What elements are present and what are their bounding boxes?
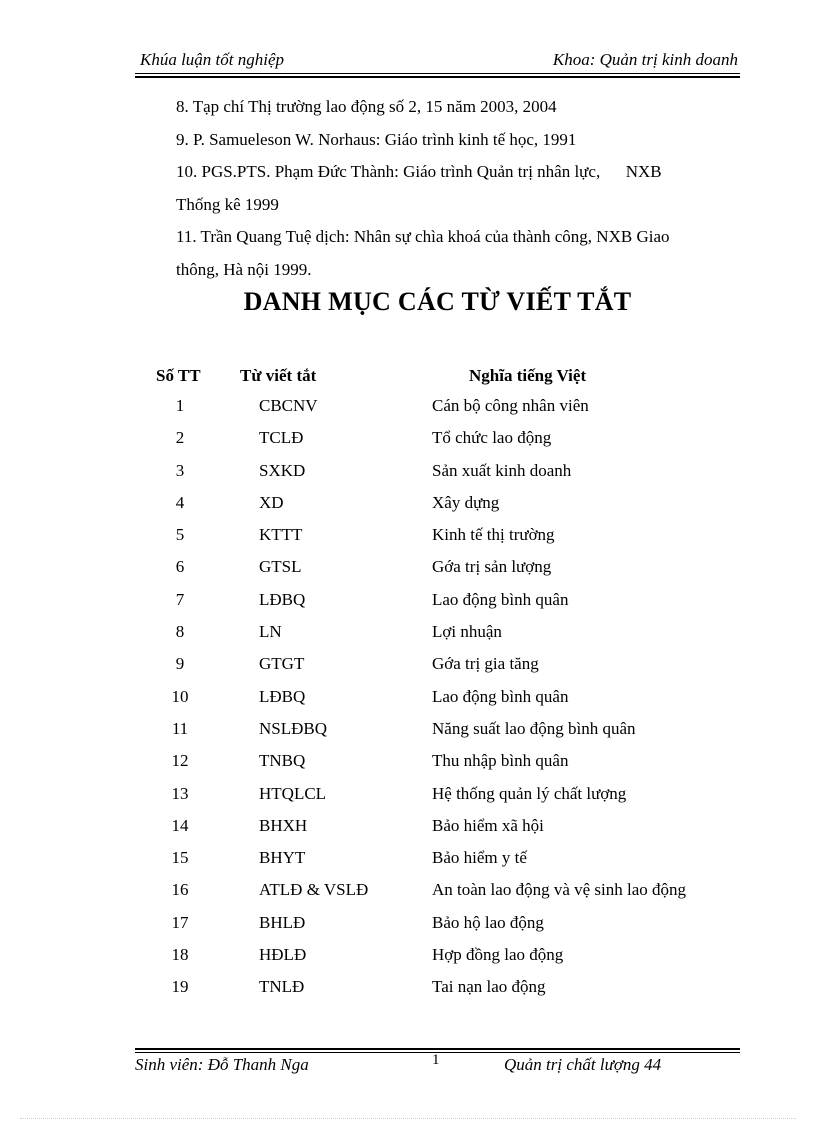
row-meaning: Lao động bình quân [432,686,569,706]
row-abbreviation: LĐBQ [259,686,306,706]
table-row [0,590,816,622]
reference-item [176,221,738,254]
row-meaning: Thu nhập bình quân [432,751,569,771]
table-row [0,848,816,880]
row-abbreviation: XD [259,492,284,512]
row-number: 14 [171,815,189,835]
row-meaning: Xây dựng [432,492,500,512]
footer-divider-thick [135,1048,740,1050]
row-meaning: Năng suất lao động bình quân [432,718,636,738]
row-number: 19 [171,977,189,997]
header-thesis-label: Khúa luận tốt nghiệp [140,50,285,69]
row-abbreviation: TCLĐ [259,428,304,448]
row-abbreviation: GTGT [259,654,305,674]
page-edge-divider [20,1118,796,1119]
reference-text: thông, Hà nội 1999. [176,259,312,279]
row-number: 5 [175,525,185,545]
row-meaning: Bảo hiểm xã hội [432,815,544,835]
row-meaning: Hệ thống quản lý chất lượng [432,783,627,803]
row-abbreviation: NSLĐBQ [259,718,328,738]
column-header-number: Số TT [156,366,201,385]
row-meaning: Bảo hộ lao động [432,912,544,932]
row-number: 4 [175,492,185,512]
table-row [0,396,816,428]
reference-text: 9. P. Samueleson W. Norhaus: Giáo trình kinh tế học, 1991 [176,129,577,149]
header-divider [135,73,740,74]
row-number: 3 [175,460,185,480]
table-row [0,525,816,557]
row-number: 16 [171,880,189,900]
row-abbreviation: GTSL [259,557,302,577]
table-row [0,654,816,686]
row-meaning: Gớa trị gia tăng [432,654,539,674]
row-abbreviation: HĐLĐ [259,945,307,965]
row-abbreviation: LN [259,622,282,642]
reference-text: 8. Tạp chí Thị trường lao động số 2, 15 năm 2003, 2004 [176,97,557,116]
row-number: 13 [171,783,189,803]
row-abbreviation: CBCNV [259,396,318,415]
section-title: DANH MỤC CÁC TỪ VIẾT TẮT [243,287,632,316]
row-abbreviation: BHYT [259,848,306,868]
row-abbreviation: TNLĐ [259,977,305,997]
row-abbreviation: ATLĐ & VSLĐ [259,880,369,900]
row-number: 15 [171,848,189,868]
row-meaning: Tai nạn lao động [432,977,546,997]
footer-student-name: Sinh viên: Đỗ Thanh Nga [135,1055,309,1074]
column-header-abbreviation: Từ viết tắt [240,366,317,385]
reference-text: Thống kê 1999 [176,194,279,214]
row-number: 6 [175,557,185,577]
row-meaning: Hợp đồng lao động [432,945,564,965]
row-meaning: Lợi nhuận [432,622,502,642]
table-row [0,784,816,816]
table-row [0,622,816,654]
row-number: 12 [171,751,189,771]
table-row [0,751,816,783]
row-abbreviation: LĐBQ [259,589,306,609]
reference-item [176,156,738,189]
page-number: 1 [432,1052,440,1068]
reference-item [176,91,738,124]
row-abbreviation: KTTT [259,525,303,545]
row-abbreviation: HTQLCL [259,783,327,803]
row-number: 8 [175,622,185,642]
row-meaning: Gớa trị sản lượng [432,557,552,577]
row-number: 17 [171,912,189,932]
abbreviation-table [0,396,816,1010]
row-meaning: Sản xuất kinh doanh [432,460,572,480]
row-abbreviation: BHXH [259,815,308,835]
header-divider-thick [135,76,740,78]
table-row [0,557,816,589]
row-meaning: Cán bộ công nhân viên [432,396,589,415]
table-row [0,461,816,493]
table-row [0,945,816,977]
table-row [0,493,816,525]
reference-text: 11. Trần Quang Tuệ dịch: Nhân sự chìa khoá của thành công, NXB Giao [176,227,670,246]
row-number: 2 [175,428,185,448]
row-abbreviation: BHLĐ [259,912,306,932]
page-footer [135,1052,740,1077]
reference-item-continuation [176,254,738,287]
row-number: 11 [171,718,189,738]
table-row [0,880,816,912]
row-number: 18 [171,945,189,965]
row-meaning: Tổ chức lao động [432,428,552,448]
table-row [0,719,816,751]
row-meaning: Bảo hiểm y tế [432,848,527,868]
footer-course-label: Quản trị chất lượng 44 [504,1055,662,1074]
row-number: 10 [171,686,189,706]
table-row [0,428,816,460]
row-meaning: Lao động bình quân [432,589,569,609]
row-abbreviation: TNBQ [259,751,306,771]
reference-item-continuation [176,189,738,222]
page-header [135,50,740,72]
column-header-meaning: Nghĩa tiếng Việt [469,366,587,385]
reference-item [176,124,738,157]
row-number: 9 [175,654,185,674]
row-number: 1 [175,396,185,415]
row-number: 7 [175,589,185,609]
table-row [0,816,816,848]
header-faculty-label: Khoa: Quản trị kinh doanh [552,50,738,69]
row-meaning: Kinh tế thị trường [432,525,555,545]
row-meaning: An toàn lao động và vệ sinh lao động [432,880,687,900]
table-row [0,977,816,1009]
reference-list [176,91,738,286]
table-row [0,687,816,719]
reference-text: 10. PGS.PTS. Phạm Đức Thành: Giáo trình Quản trị nhân lực, NXB [176,162,662,181]
table-row [0,913,816,945]
row-abbreviation: SXKD [259,460,306,480]
